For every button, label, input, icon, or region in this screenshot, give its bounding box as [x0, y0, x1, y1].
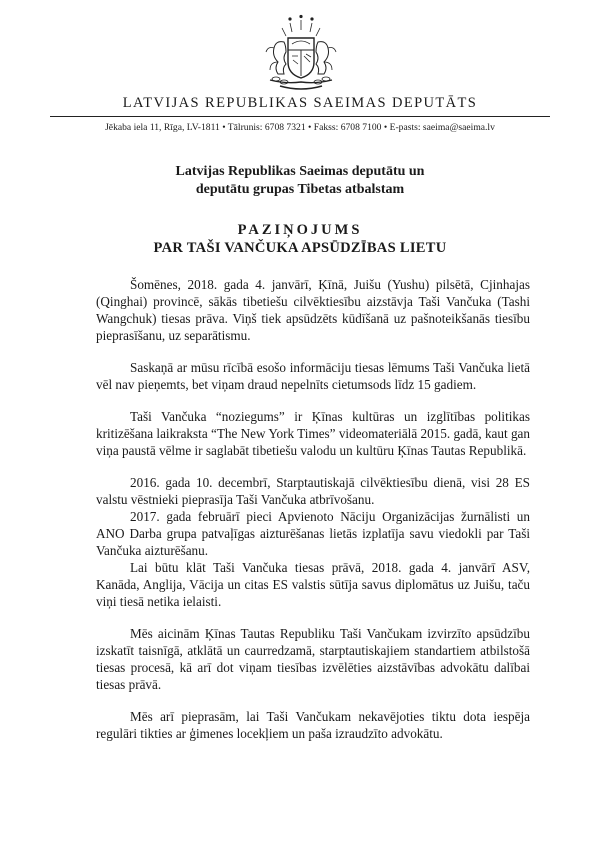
letterhead-contact-line: Jēkaba iela 11, Rīga, LV-1811 • Tālrunis: 6708 7321 • Fakss: 6708 7100 • E-pasts: saeima@saeima.lv: [105, 122, 495, 133]
paragraph-5: 2017. gada februārī pieci Apvienoto Nāciju Organizācijas žurnālisti un ANO Darba grupa patvaļīgas aizturēšanas lietās izplatīja savu viedokli par Taši Vančuka aizturēšanu.: [96, 509, 530, 558]
paragraph-3: Taši Vančuka “noziegums” ir Ķīnas kultūras un izglītības politikas kritizēšana laikraksta “The New York Times” videomateriālā 2015. gadā, kaut gan viņa paustā vēlme ir saglabāt tibetiešu valodu un kultūru Ķīnas Tautas Republikā.: [96, 409, 530, 458]
addressee-line-2: deputātu grupas Tibetas atbalstam: [195, 182, 405, 197]
letterhead-title: LATVIJAS REPUBLIKAS SAEIMAS DEPUTĀTS: [122, 95, 478, 111]
statement-body: [96, 276, 530, 742]
letterhead-divider: [50, 116, 550, 117]
document-subheading: PAR TAŠI VANČUKA APSŪDZĪBAS LIETU: [153, 240, 447, 256]
addressee-line-1: Latvijas Republikas Saeimas deputātu un: [175, 164, 425, 179]
document-heading: PAZIŅOJUMS: [237, 222, 363, 238]
paragraph-2: Saskaņā ar mūsu rīcībā esošo informāciju tiesas lēmums Taši Vančuka lietā vēl nav pieņemts, bet viņam draud nepelnīts cietumsods līdz 15 gadiem.: [96, 360, 530, 392]
paragraph-6: Lai būtu klāt Taši Vančuka tiesas prāvā, 2018. gada 4. janvārī ASV, Kanāda, Anglija, Vācija un citas ES valstis sūtīja savus diplomātus uz Juišu, taču viņi tiesā netika ielaisti.: [96, 560, 530, 609]
paragraph-8: Mēs arī pieprasām, lai Taši Vančukam nekavējoties tiktu dota iespēja regulāri tikties ar ģimenes locekļiem un paša izraudzīto advokātu.: [96, 709, 530, 741]
paragraph-4: 2016. gada 10. decembrī, Starptautiskajā cilvēktiesību dienā, visi 28 ES valstu vēstnieki pieprasīja Taši Vančuka atbrīvošanu.: [96, 475, 530, 507]
paragraph-7: Mēs aicinām Ķīnas Tautas Republiku Taši Vančukam izvirzīto apsūdzību izskatīt taisnīgā, atklātā un caurredzamā, starptautiskajiem standartiem atbilstošā tiesas procesā, kā arī dot viņam tiesības izvēlēties aizstāvības advokātu dalībai tiesas prāvā.: [96, 626, 530, 692]
coat-of-arms-emblem: [256, 14, 346, 92]
paragraph-1: Šomēnes, 2018. gada 4. janvārī, Ķīnā, Juišu (Yushu) pilsētā, Cjinhajas (Qinghai) provincē, sākās tibetiešu cilvēktiesību aizstāvja Taši Vančuka (Tashi Wangchuk) tiesas prāva. Viņš tiek apsūdzēts kūdīšanā uz pašnoteikšanās tiesību pieprasīšanu, uz separātismu.: [96, 277, 530, 343]
